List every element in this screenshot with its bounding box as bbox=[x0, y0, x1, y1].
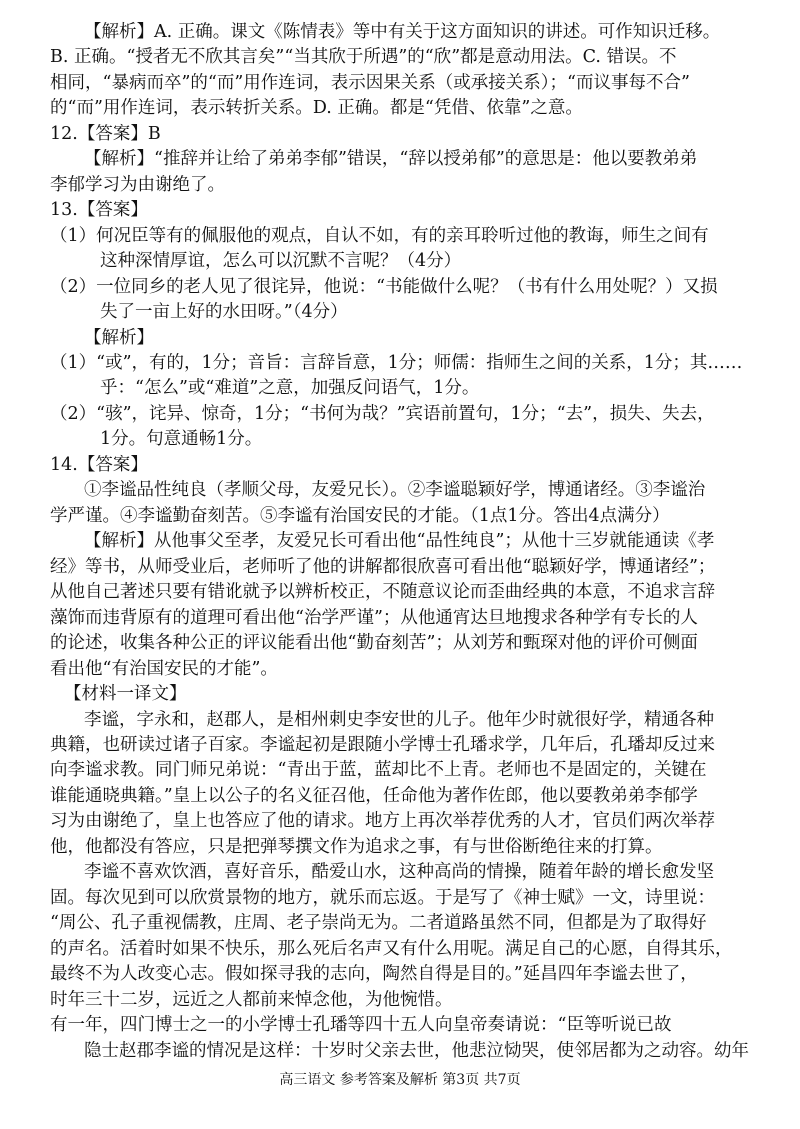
text-line: 【解析】A. 正确。课文《陈情表》等中有关于这方面知识的讲述。可作知识迁移。 bbox=[84, 22, 721, 42]
text-line: 的“而”用作连词，表示转折关系。D. 正确。都是“凭借、依靠”之意。 bbox=[50, 98, 583, 119]
text-line: 14.【答案】 bbox=[50, 454, 148, 475]
text-line: 1分。句意通畅1分。 bbox=[100, 429, 263, 450]
text-line: （2）“骇”，诧异、惊奇，1分；“书何为哉？”宾语前置句，1分；“去”，损失、失去， bbox=[50, 403, 715, 424]
text-line: 学严谨。④李谧勤奋刻苦。⑤李谧有治国安民的才能。（1点1分。答出4点满分） bbox=[50, 505, 670, 526]
text-line: 经》等书，从师受业后，老师听了他的讲解都很欣喜可看出他“聪颖好学，博通诸经”； bbox=[50, 556, 716, 577]
text-line: （1）“或”，有的，1分；音旨：言辞旨意，1分；师儒：指师生之间的关系，1分；其…… bbox=[50, 353, 743, 374]
text-line: （2）一位同乡的老人见了很诧异，他说：“书能做什么呢？（书有什么用处呢？）又损 bbox=[50, 276, 718, 297]
text-line: 【材料一译文】 bbox=[64, 684, 187, 705]
text-line: 失了一亩上好的水田呀。”（4分） bbox=[100, 302, 348, 323]
text-line: “周公、孔子重视儒教，庄周、老子崇尚无为。二者道路虽然不同，但都是为了取得好 bbox=[50, 913, 707, 934]
text-line: 有一年，四门博士之一的小学博士孔璠等四十五人向皇帝奏请说：“臣等听说已故 bbox=[50, 1015, 672, 1036]
text-line: （1）何况臣等有的佩服他的观点，自认不如，有的亲耳聆听过他的教诲，师生之间有 bbox=[50, 225, 709, 246]
text-line: 习为由谢绝了，皇上也答应了他的请求。地方上再次举荐优秀的人才，官员们两次举荐 bbox=[50, 811, 715, 832]
text-line: 时年三十二岁，远近之人都前来悼念他，为他惋惜。 bbox=[50, 989, 453, 1010]
text-line: 乎：“怎么”或“难道”之意，加强反问语气，1分。 bbox=[100, 378, 480, 399]
text-line: 13.【答案】 bbox=[50, 200, 148, 221]
text-line: 看出他“有治国安民的才能”。 bbox=[50, 658, 278, 679]
text-line: 固。每次见到可以欣赏景物的地方，就乐而忘返。于是写了《神士赋》一文，诗里说： bbox=[50, 887, 715, 908]
text-line: B. 正确。“授者无不欣其言矣”“当其欣于所遇”的“欣”都是意动用法。C. 错误。不 bbox=[50, 47, 677, 68]
text-line: 从他自己著述只要有错讹就予以辨析校正，不随意议论而歪曲经典的本意，不追求言辞 bbox=[50, 582, 715, 603]
text-line: 【解析】 bbox=[84, 327, 154, 348]
text-line: 的论述，收集各种公正的评议能看出他“勤奋刻苦”；从刘芳和甄琛对他的评价可侧面 bbox=[50, 633, 698, 654]
text-line: 典籍，也研读过诸子百家。李谧起初是跟随小学博士孔璠求学，几年后，孔璠却反过来 bbox=[50, 734, 715, 755]
text-line: 向李谧求教。同门师兄弟说：“青出于蓝，蓝却比不上青。老师也不是固定的，关键在 bbox=[50, 760, 707, 781]
text-line: 隐士赵郡李谧的情况是这样：十岁时父亲去世，他悲泣恸哭，使邻居都为之动容。幼年 bbox=[84, 1040, 749, 1061]
text-line: 的声名。活着时如果不快乐，那么死后名声又有什么用呢。满足自己的心愿，自得其乐， bbox=[50, 938, 733, 959]
text-line: 这种深情厚谊，怎么可以沉默不言呢？（4分） bbox=[100, 251, 462, 272]
text-line: 谁能通晓典籍。”皇上以公子的名义征召他，任命他为著作佐郎，他以要教弟弟李郁学 bbox=[50, 785, 698, 806]
text-line: 最终不为人改变心志。假如探寻我的志向，陶然自得是目的。”延昌四年李谧去世了， bbox=[50, 964, 698, 985]
text-line: 【解析】“推辞并让给了弟弟李郁”错误，“辞以授弟郁”的意思是：他以要教弟弟 bbox=[84, 149, 698, 170]
page-footer: 高三语文 参考答案及解析 第3页 共7页 bbox=[279, 1072, 521, 1088]
text-line: 12.【答案】B bbox=[50, 123, 161, 144]
text-line: 李谧不喜欢饮酒，喜好音乐，酷爱山水，这种高尚的情操，随着年龄的增长愈发坚 bbox=[84, 862, 714, 883]
text-line: 李郁学习为由谢绝了。 bbox=[50, 174, 225, 195]
text-line: ①李谧品性纯良（孝顺父母，友爱兄长）。②李谧聪颖好学，博通诸经。③李谧治 bbox=[84, 480, 706, 501]
text-line: 李谧，字永和，赵郡人，是相州刺史李安世的儿子。他年少时就很好学，精通各种 bbox=[84, 709, 714, 730]
text-line: 【解析】从他事父至孝，友爱兄长可看出他“品性纯良”；从他十三岁就能通读《孝 bbox=[84, 531, 715, 552]
text-line: 藻饰而违背原有的道理可看出他“治学严谨”；从他通宵达旦地搜求各种学有专长的人 bbox=[50, 607, 698, 628]
text-line: 他，他都没有答应，只是把弹琴撰文作为追求之事，有与世俗断绝往来的打算。 bbox=[50, 836, 663, 857]
text-line: 相同，“暴病而卒”的“而”用作连词，表示因果关系（或承接关系）；“而议事每不合” bbox=[50, 72, 690, 93]
